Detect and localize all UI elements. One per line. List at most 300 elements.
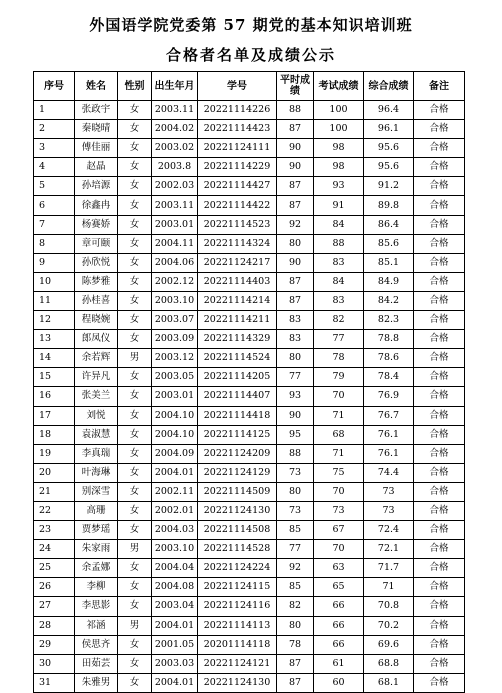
cell-regular-score: 87	[277, 177, 314, 196]
cell-remark: 合格	[414, 139, 465, 158]
cell-gender: 女	[118, 673, 152, 692]
cell-remark: 合格	[414, 349, 465, 368]
cell-student-id: 20221114324	[198, 234, 277, 253]
cell-student-id: 20221124116	[198, 597, 277, 616]
cell-exam-score: 83	[314, 253, 364, 272]
cell-regular-score: 87	[277, 654, 314, 673]
cell-birth: 2002.03	[152, 177, 198, 196]
cell-index: 18	[34, 425, 75, 444]
cell-birth: 2003.10	[152, 540, 198, 559]
cell-index: 24	[34, 540, 75, 559]
cell-birth: 2003.12	[152, 349, 198, 368]
cell-name: 袁淑慧	[75, 425, 118, 444]
score-table	[33, 71, 465, 693]
cell-birth: 2004.01	[152, 616, 198, 635]
cell-student-id: 20221114422	[198, 196, 277, 215]
cell-exam-score: 75	[314, 463, 364, 482]
cell-birth: 2003.05	[152, 368, 198, 387]
cell-student-id: 20221124217	[198, 253, 277, 272]
cell-name: 孙桂喜	[75, 291, 118, 310]
cell-exam-score: 71	[314, 444, 364, 463]
cell-total-score: 96.1	[364, 120, 414, 139]
cell-remark: 合格	[414, 330, 465, 349]
header-exam-score: 考试成绩	[314, 72, 364, 101]
cell-birth: 2003.07	[152, 311, 198, 330]
cell-birth: 2002.01	[152, 501, 198, 520]
table-row	[34, 253, 465, 272]
cell-name: 别深雪	[75, 482, 118, 501]
cell-student-id: 20221114528	[198, 540, 277, 559]
cell-name: 秦晓晴	[75, 120, 118, 139]
cell-total-score: 86.4	[364, 215, 414, 234]
cell-exam-score: 84	[314, 272, 364, 291]
cell-remark: 合格	[414, 482, 465, 501]
table-row	[34, 311, 465, 330]
header-birth: 出生年月	[152, 72, 198, 101]
cell-birth: 2004.01	[152, 463, 198, 482]
cell-index: 23	[34, 521, 75, 540]
table-header-row	[34, 72, 465, 101]
cell-gender: 女	[118, 406, 152, 425]
cell-total-score: 84.2	[364, 291, 414, 310]
cell-regular-score: 85	[277, 521, 314, 540]
cell-exam-score: 66	[314, 616, 364, 635]
table-row	[34, 616, 465, 635]
cell-student-id: 20221114226	[198, 101, 277, 120]
cell-total-score: 84.9	[364, 272, 414, 291]
cell-total-score: 73	[364, 482, 414, 501]
cell-index: 27	[34, 597, 75, 616]
cell-name: 郎凤仪	[75, 330, 118, 349]
cell-student-id: 20221114509	[198, 482, 277, 501]
cell-regular-score: 83	[277, 311, 314, 330]
cell-student-id: 20221114403	[198, 272, 277, 291]
cell-gender: 女	[118, 158, 152, 177]
cell-birth: 2003.01	[152, 387, 198, 406]
table-row	[34, 673, 465, 692]
header-gender: 性别	[118, 72, 152, 101]
cell-index: 20	[34, 463, 75, 482]
cell-exam-score: 63	[314, 559, 364, 578]
cell-remark: 合格	[414, 540, 465, 559]
cell-birth: 2004.10	[152, 406, 198, 425]
cell-name: 张美兰	[75, 387, 118, 406]
table-row	[34, 101, 465, 120]
cell-total-score: 76.1	[364, 425, 414, 444]
cell-birth: 2001.05	[152, 635, 198, 654]
cell-total-score: 74.4	[364, 463, 414, 482]
cell-index: 13	[34, 330, 75, 349]
cell-exam-score: 83	[314, 291, 364, 310]
cell-total-score: 85.6	[364, 234, 414, 253]
cell-total-score: 68.8	[364, 654, 414, 673]
header-total-score: 综合成绩	[364, 72, 414, 101]
cell-regular-score: 88	[277, 101, 314, 120]
document-title: 外国语学院党委第 57 期党的基本知识培训班	[89, 16, 413, 34]
cell-remark: 合格	[414, 120, 465, 139]
cell-index: 29	[34, 635, 75, 654]
cell-birth: 2003.11	[152, 196, 198, 215]
cell-birth: 2003.10	[152, 291, 198, 310]
table-row	[34, 425, 465, 444]
cell-regular-score: 82	[277, 597, 314, 616]
cell-regular-score: 90	[277, 406, 314, 425]
table-body	[34, 101, 465, 693]
cell-index: 30	[34, 654, 75, 673]
cell-remark: 合格	[414, 177, 465, 196]
cell-exam-score: 71	[314, 406, 364, 425]
cell-birth: 2002.12	[152, 272, 198, 291]
cell-remark: 合格	[414, 425, 465, 444]
cell-exam-score: 66	[314, 597, 364, 616]
cell-index: 19	[34, 444, 75, 463]
table-row	[34, 406, 465, 425]
cell-birth: 2004.11	[152, 234, 198, 253]
cell-birth: 2003.8	[152, 158, 198, 177]
cell-regular-score: 87	[277, 291, 314, 310]
table-row	[34, 578, 465, 597]
cell-total-score: 82.3	[364, 311, 414, 330]
table-row	[34, 196, 465, 215]
cell-gender: 女	[118, 559, 152, 578]
cell-name: 叶海琳	[75, 463, 118, 482]
cell-exam-score: 91	[314, 196, 364, 215]
cell-regular-score: 90	[277, 139, 314, 158]
cell-name: 朱家雨	[75, 540, 118, 559]
cell-index: 15	[34, 368, 75, 387]
cell-index: 11	[34, 291, 75, 310]
table-row	[34, 368, 465, 387]
cell-regular-score: 80	[277, 616, 314, 635]
table-row	[34, 234, 465, 253]
cell-remark: 合格	[414, 654, 465, 673]
cell-student-id: 20221114205	[198, 368, 277, 387]
cell-total-score: 78.6	[364, 349, 414, 368]
cell-name: 侯思齐	[75, 635, 118, 654]
cell-name: 张政宇	[75, 101, 118, 120]
cell-name: 高珊	[75, 501, 118, 520]
cell-name: 李真瑞	[75, 444, 118, 463]
table-row	[34, 330, 465, 349]
cell-exam-score: 70	[314, 482, 364, 501]
cell-birth: 2004.10	[152, 425, 198, 444]
cell-index: 28	[34, 616, 75, 635]
cell-student-id: 20221124115	[198, 578, 277, 597]
cell-name: 程晓婉	[75, 311, 118, 330]
cell-exam-score: 100	[314, 120, 364, 139]
cell-remark: 合格	[414, 311, 465, 330]
cell-regular-score: 87	[277, 196, 314, 215]
cell-index: 7	[34, 215, 75, 234]
cell-birth: 2003.02	[152, 139, 198, 158]
table-row	[34, 215, 465, 234]
header-remark: 备注	[414, 72, 465, 101]
cell-gender: 女	[118, 291, 152, 310]
cell-index: 10	[34, 272, 75, 291]
cell-total-score: 71.7	[364, 559, 414, 578]
cell-regular-score: 92	[277, 559, 314, 578]
cell-regular-score: 80	[277, 234, 314, 253]
cell-gender: 女	[118, 120, 152, 139]
cell-total-score: 70.2	[364, 616, 414, 635]
cell-gender: 女	[118, 368, 152, 387]
cell-student-id: 20221114214	[198, 291, 277, 310]
cell-exam-score: 73	[314, 501, 364, 520]
cell-gender: 女	[118, 578, 152, 597]
cell-exam-score: 98	[314, 139, 364, 158]
cell-total-score: 71	[364, 578, 414, 597]
cell-index: 31	[34, 673, 75, 692]
table-row	[34, 597, 465, 616]
cell-gender: 女	[118, 444, 152, 463]
cell-total-score: 69.6	[364, 635, 414, 654]
cell-birth: 2003.09	[152, 330, 198, 349]
table-row	[34, 540, 465, 559]
cell-name: 章可颐	[75, 234, 118, 253]
cell-name: 田茹芸	[75, 654, 118, 673]
cell-name: 贾梦瑶	[75, 521, 118, 540]
cell-gender: 女	[118, 101, 152, 120]
cell-birth: 2004.08	[152, 578, 198, 597]
cell-exam-score: 93	[314, 177, 364, 196]
cell-remark: 合格	[414, 597, 465, 616]
cell-gender: 男	[118, 349, 152, 368]
cell-exam-score: 82	[314, 311, 364, 330]
cell-student-id: 20221124224	[198, 559, 277, 578]
cell-index: 22	[34, 501, 75, 520]
cell-gender: 女	[118, 234, 152, 253]
cell-student-id: 20221124111	[198, 139, 277, 158]
cell-regular-score: 88	[277, 444, 314, 463]
cell-index: 8	[34, 234, 75, 253]
table-row	[34, 501, 465, 520]
cell-total-score: 78.8	[364, 330, 414, 349]
cell-regular-score: 95	[277, 425, 314, 444]
cell-gender: 男	[118, 540, 152, 559]
cell-name: 陈梦雅	[75, 272, 118, 291]
cell-total-score: 72.4	[364, 521, 414, 540]
cell-index: 4	[34, 158, 75, 177]
table-row	[34, 444, 465, 463]
cell-exam-score: 70	[314, 387, 364, 406]
cell-name: 刘悦	[75, 406, 118, 425]
cell-total-score: 68.1	[364, 673, 414, 692]
cell-regular-score: 90	[277, 158, 314, 177]
cell-index: 5	[34, 177, 75, 196]
cell-student-id: 20221114508	[198, 521, 277, 540]
cell-name: 孙欣悦	[75, 253, 118, 272]
cell-gender: 女	[118, 501, 152, 520]
cell-index: 12	[34, 311, 75, 330]
cell-remark: 合格	[414, 387, 465, 406]
cell-name: 杨赛娇	[75, 215, 118, 234]
cell-gender: 女	[118, 272, 152, 291]
cell-exam-score: 60	[314, 673, 364, 692]
cell-remark: 合格	[414, 253, 465, 272]
cell-gender: 女	[118, 215, 152, 234]
cell-remark: 合格	[414, 272, 465, 291]
table-row	[34, 291, 465, 310]
cell-gender: 女	[118, 196, 152, 215]
cell-gender: 女	[118, 387, 152, 406]
cell-regular-score: 83	[277, 330, 314, 349]
cell-gender: 女	[118, 425, 152, 444]
cell-student-id: 20201114118	[198, 635, 277, 654]
cell-total-score: 91.2	[364, 177, 414, 196]
cell-gender: 男	[118, 616, 152, 635]
cell-birth: 2004.09	[152, 444, 198, 463]
table-row	[34, 654, 465, 673]
cell-birth: 2003.11	[152, 101, 198, 120]
cell-remark: 合格	[414, 215, 465, 234]
cell-remark: 合格	[414, 101, 465, 120]
table-row	[34, 521, 465, 540]
cell-student-id: 20221114329	[198, 330, 277, 349]
cell-birth: 2004.03	[152, 521, 198, 540]
cell-remark: 合格	[414, 406, 465, 425]
cell-total-score: 96.4	[364, 101, 414, 120]
cell-gender: 女	[118, 253, 152, 272]
cell-total-score: 95.6	[364, 158, 414, 177]
cell-gender: 女	[118, 139, 152, 158]
cell-gender: 女	[118, 177, 152, 196]
cell-index: 16	[34, 387, 75, 406]
cell-index: 1	[34, 101, 75, 120]
cell-remark: 合格	[414, 616, 465, 635]
document-subtitle: 合格者名单及成绩公示	[165, 46, 336, 64]
cell-student-id: 20221114523	[198, 215, 277, 234]
table-row	[34, 482, 465, 501]
header-index: 序号	[34, 72, 75, 101]
cell-name: 李柳	[75, 578, 118, 597]
cell-exam-score: 84	[314, 215, 364, 234]
cell-regular-score: 93	[277, 387, 314, 406]
table-row	[34, 177, 465, 196]
table-row	[34, 635, 465, 654]
cell-name: 赵晶	[75, 158, 118, 177]
cell-name: 祁涵	[75, 616, 118, 635]
cell-index: 21	[34, 482, 75, 501]
cell-birth: 2004.01	[152, 673, 198, 692]
cell-birth: 2004.06	[152, 253, 198, 272]
cell-index: 25	[34, 559, 75, 578]
cell-student-id: 20221114423	[198, 120, 277, 139]
cell-remark: 合格	[414, 673, 465, 692]
cell-total-score: 76.7	[364, 406, 414, 425]
cell-name: 孙培源	[75, 177, 118, 196]
cell-remark: 合格	[414, 196, 465, 215]
cell-total-score: 85.1	[364, 253, 414, 272]
cell-exam-score: 98	[314, 158, 364, 177]
cell-birth: 2003.03	[152, 654, 198, 673]
cell-exam-score: 66	[314, 635, 364, 654]
cell-total-score: 73	[364, 501, 414, 520]
cell-total-score: 89.8	[364, 196, 414, 215]
cell-regular-score: 73	[277, 501, 314, 520]
table-row	[34, 120, 465, 139]
cell-regular-score: 90	[277, 253, 314, 272]
cell-gender: 女	[118, 597, 152, 616]
cell-exam-score: 67	[314, 521, 364, 540]
table-row	[34, 387, 465, 406]
cell-name: 余孟娜	[75, 559, 118, 578]
cell-regular-score: 78	[277, 635, 314, 654]
table-row	[34, 463, 465, 482]
cell-exam-score: 100	[314, 101, 364, 120]
table-row	[34, 559, 465, 578]
cell-remark: 合格	[414, 158, 465, 177]
cell-student-id: 20221114524	[198, 349, 277, 368]
cell-gender: 女	[118, 330, 152, 349]
cell-student-id: 20221124129	[198, 463, 277, 482]
cell-exam-score: 77	[314, 330, 364, 349]
cell-gender: 女	[118, 463, 152, 482]
cell-index: 17	[34, 406, 75, 425]
cell-birth: 2002.11	[152, 482, 198, 501]
cell-regular-score: 85	[277, 578, 314, 597]
cell-total-score: 76.1	[364, 444, 414, 463]
cell-student-id: 20221114211	[198, 311, 277, 330]
cell-exam-score: 88	[314, 234, 364, 253]
header-name: 姓名	[75, 72, 118, 101]
cell-gender: 女	[118, 635, 152, 654]
cell-student-id: 20221114418	[198, 406, 277, 425]
cell-total-score: 95.6	[364, 139, 414, 158]
cell-regular-score: 80	[277, 349, 314, 368]
cell-remark: 合格	[414, 234, 465, 253]
cell-regular-score: 87	[277, 673, 314, 692]
cell-total-score: 76.9	[364, 387, 414, 406]
header-regular-score: 平时成绩	[277, 72, 314, 101]
cell-remark: 合格	[414, 444, 465, 463]
table-row	[34, 158, 465, 177]
cell-regular-score: 77	[277, 540, 314, 559]
cell-remark: 合格	[414, 578, 465, 597]
cell-total-score: 78.4	[364, 368, 414, 387]
cell-index: 2	[34, 120, 75, 139]
cell-regular-score: 80	[277, 482, 314, 501]
cell-name: 李思影	[75, 597, 118, 616]
cell-exam-score: 65	[314, 578, 364, 597]
cell-remark: 合格	[414, 559, 465, 578]
cell-remark: 合格	[414, 521, 465, 540]
cell-birth: 2004.02	[152, 120, 198, 139]
cell-index: 26	[34, 578, 75, 597]
cell-index: 6	[34, 196, 75, 215]
cell-name: 傅佳丽	[75, 139, 118, 158]
cell-student-id: 20221124130	[198, 501, 277, 520]
cell-birth: 2003.04	[152, 597, 198, 616]
cell-name: 许异凡	[75, 368, 118, 387]
table-row	[34, 349, 465, 368]
cell-exam-score: 79	[314, 368, 364, 387]
cell-index: 3	[34, 139, 75, 158]
cell-student-id: 20221114125	[198, 425, 277, 444]
cell-gender: 女	[118, 482, 152, 501]
cell-student-id: 20221114427	[198, 177, 277, 196]
cell-student-id: 20221124121	[198, 654, 277, 673]
cell-index: 14	[34, 349, 75, 368]
cell-student-id: 20221124209	[198, 444, 277, 463]
cell-remark: 合格	[414, 635, 465, 654]
cell-regular-score: 87	[277, 120, 314, 139]
cell-remark: 合格	[414, 463, 465, 482]
table-row	[34, 272, 465, 291]
cell-name: 朱雅男	[75, 673, 118, 692]
cell-student-id: 20221114407	[198, 387, 277, 406]
cell-exam-score: 61	[314, 654, 364, 673]
cell-regular-score: 87	[277, 272, 314, 291]
